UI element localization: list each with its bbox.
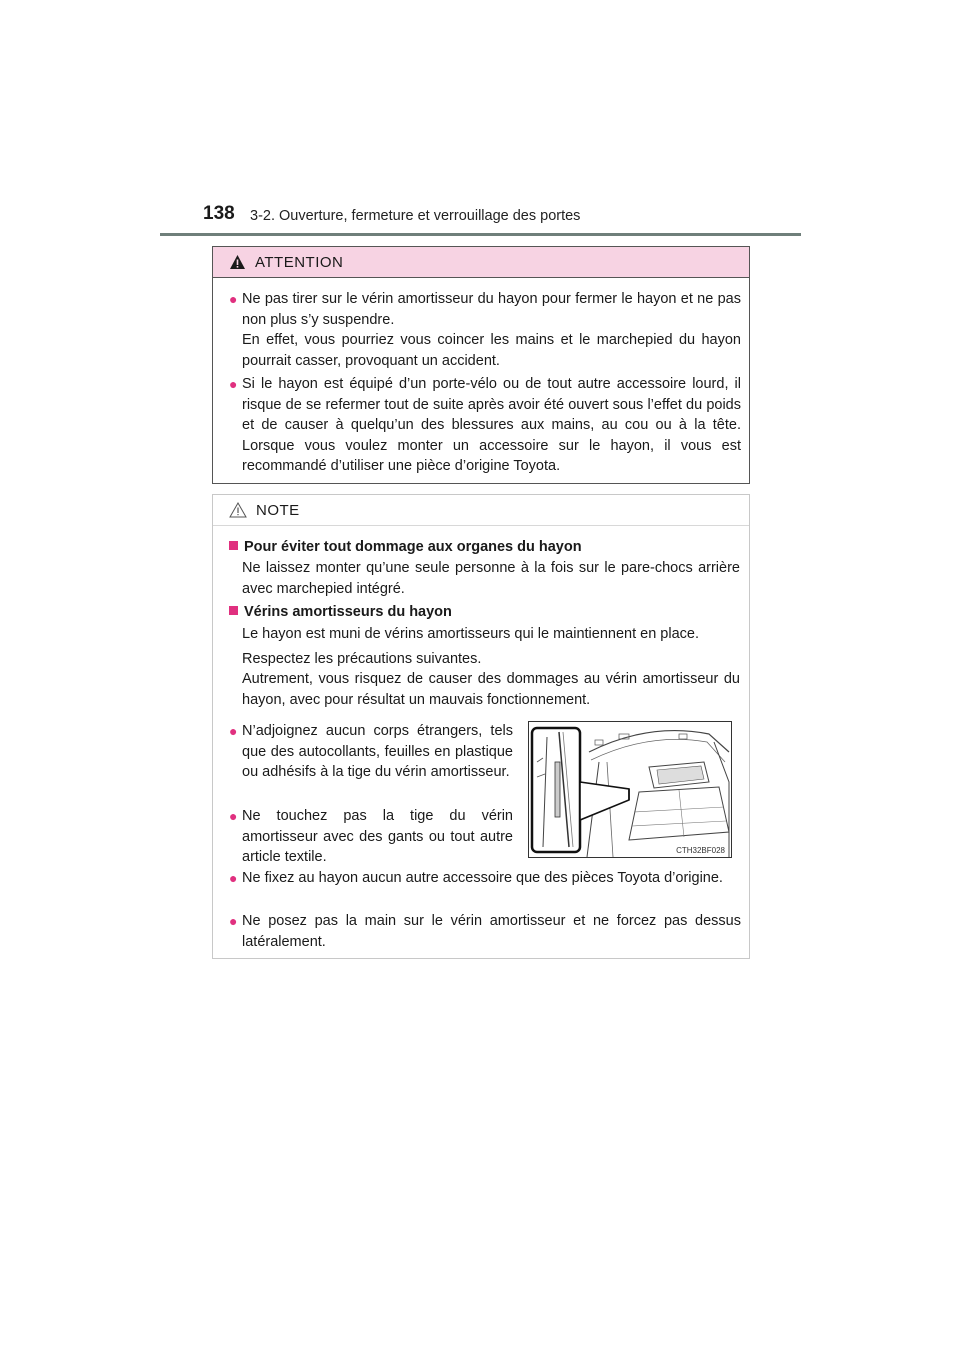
section-title: 3-2. Ouverture, fermeture et verrouillage des portes — [250, 208, 581, 224]
tailgate-strut-illustration — [529, 722, 731, 857]
note-heading-1 — [229, 537, 582, 558]
note-title: NOTE — [256, 501, 300, 519]
note-heading-1-text: Pour éviter tout dommage aux organes du hayon — [244, 539, 582, 555]
note-header — [213, 495, 749, 526]
note-text-4: Autrement, vous risquez de causer des dommages au vérin amortisseur du hayon, avec pour résultat un mauvais fonctionnement. — [242, 671, 740, 708]
attention-item-1-line-1: Ne pas tirer sur le vérin amortisseur du hayon pour fermer le hayon et ne pas non plus s’y suspendre. — [242, 291, 741, 328]
note-bullet-2-text: Ne touchez pas la tige du vérin amortisseur avec des gants ou tout autre article textile. — [242, 808, 513, 865]
bullet-dot-icon: ● — [229, 808, 238, 824]
square-bullet-icon — [229, 606, 238, 615]
note-bullet-3 — [229, 868, 741, 889]
note-bullet-2 — [229, 806, 513, 868]
bullet-dot-icon: ● — [229, 870, 238, 886]
warning-icon — [229, 254, 246, 270]
header-rule — [160, 233, 801, 236]
attention-item-1 — [229, 289, 741, 371]
warning-outline-icon — [229, 502, 247, 518]
note-bullet-4 — [229, 911, 741, 952]
tailgate-strut-figure — [528, 721, 732, 858]
attention-item-2-line-1: Si le hayon est équipé d’un porte-vélo ou de tout autre accessoire lourd, il risque de se refermer tout de suite après avoir été ouvert sous l’effet du poids et de causer à quelqu’un des blessures aux mains, au cou ou à la tête. Lorsque vous voulez monter un accessoire sur le hayon, il vous est recommandé d’utiliser une pièce d’origine Toyota. — [242, 376, 741, 474]
attention-item-2 — [229, 374, 741, 477]
note-bullet-1 — [229, 721, 513, 783]
attention-header — [213, 247, 749, 278]
figure-code: CTH32BF028 — [676, 846, 725, 855]
note-text-2: Le hayon est muni de vérins amortisseurs qui le maintiennent en place. — [242, 626, 700, 642]
attention-item-1-line-2: En effet, vous pourriez vous coincer les mains et le marchepied du hayon pourrait casser, provoquant un accident. — [242, 332, 741, 369]
note-bullet-4-text: Ne posez pas la main sur le vérin amortisseur et ne forcez pas dessus latéralement. — [242, 913, 741, 950]
page-number: 138 — [203, 203, 235, 224]
note-text-3: Respectez les précautions suivantes. — [242, 651, 482, 667]
note-heading-2-text: Vérins amortisseurs du hayon — [244, 604, 452, 620]
note-text-1: Ne laissez monter qu’une seule personne à la fois sur le pare-chocs arrière avec marchepied intégré. — [242, 560, 740, 597]
note-heading-2 — [229, 602, 452, 623]
note-bullet-3-text: Ne fixez au hayon aucun autre accessoire que des pièces Toyota d’origine. — [242, 870, 723, 886]
square-bullet-icon — [229, 541, 238, 550]
bullet-dot-icon: ● — [229, 291, 238, 307]
bullet-dot-icon: ● — [229, 723, 238, 739]
bullet-dot-icon: ● — [229, 376, 238, 392]
attention-title: ATTENTION — [255, 253, 344, 271]
note-bullet-1-text: N’adjoignez aucun corps étrangers, tels que des autocollants, feuilles en plastique ou adhésifs à la tige du vérin amortisseur. — [242, 723, 513, 780]
attention-box — [212, 246, 750, 484]
bullet-dot-icon: ● — [229, 913, 238, 929]
